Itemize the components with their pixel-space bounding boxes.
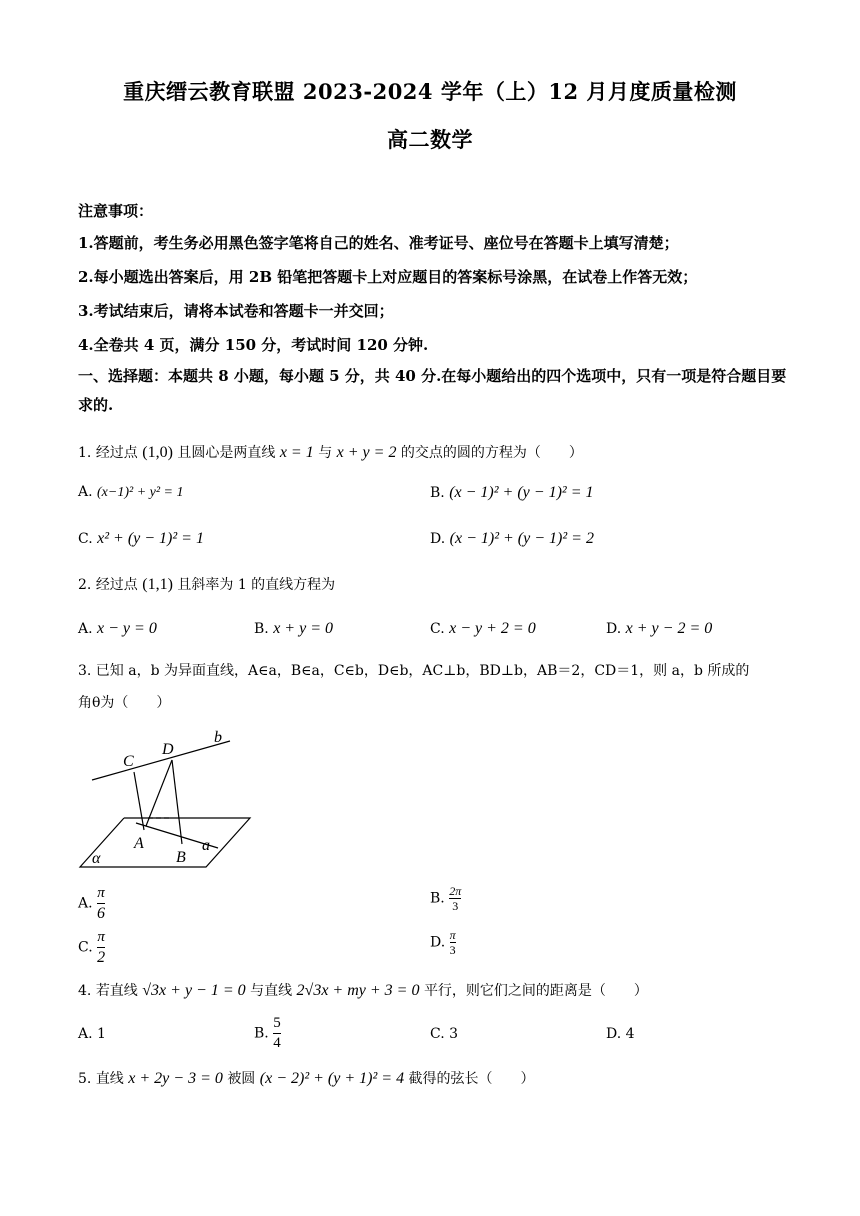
label-alpha: α	[92, 850, 101, 867]
exam-title: 重庆缙云教育联盟 2023-2024 学年（上）12 月月度质量检测	[123, 79, 737, 104]
q1-option-d[interactable]: D. (x − 1)² + (y − 1)² = 2	[430, 530, 594, 547]
q3-option-a[interactable]: A. $\frac{\pi}{6}$	[78, 885, 106, 922]
q4-option-d[interactable]: D. 4	[606, 1026, 635, 1042]
q4-option-a[interactable]: A. 1	[78, 1026, 106, 1042]
q2-option-b[interactable]: B. x + y = 0	[254, 620, 333, 637]
label-line-a: a	[202, 837, 210, 854]
q1-option-a[interactable]: A. (x−1)² + y² = 1	[78, 484, 184, 500]
notice-heading: 注意事项：	[78, 202, 154, 220]
label-d: D	[162, 741, 174, 758]
question-4: 4. 若直线 √3x + y − 1 = 0 与直线 2√3x + my + 3 = 0 平行，则它们之间的距离是（ ）	[78, 982, 648, 999]
q3-option-c[interactable]: C. $\frac{\pi}{2}$	[78, 929, 106, 966]
segment-ac	[134, 772, 144, 830]
notice-item-3: 3.考试结束后，请将本试卷和答题卡一并交回；	[78, 302, 394, 320]
label-a-point: A	[134, 835, 144, 852]
question-2: 2. 经过点 (1,1) 且斜率为 1 的直线方程为	[78, 576, 336, 593]
q4-option-b[interactable]: B. $\frac{5}{4}$	[254, 1015, 281, 1051]
label-b-point: B	[176, 849, 186, 866]
q1-option-b[interactable]: B. (x − 1)² + (y − 1)² = 1	[430, 484, 594, 501]
segment-bd	[172, 760, 182, 844]
skew-lines-figure	[78, 726, 258, 871]
q2-option-c[interactable]: C. x − y + 2 = 0	[430, 620, 536, 637]
q4-option-c[interactable]: C. 3	[430, 1026, 459, 1042]
question-3-line-1: 3. 已知 a，b 为异面直线，A∈a，B∈a，C∈b，D∈b，AC⊥b，BD⊥b，AB＝2，CD＝1，则 a，b 所成的	[78, 663, 750, 679]
question-1: 1. 经过点 (1,0) 且圆心是两直线 x = 1 与 x + y = 2 的交点的圆的方程为（ ）	[78, 444, 583, 461]
q3-option-b[interactable]: B. $\frac{2\pi}{3}$	[430, 884, 462, 913]
segment-d-to-plane	[146, 760, 172, 826]
q3-option-d[interactable]: D. $\frac{\pi}{3}$	[430, 928, 456, 957]
notice-item-4: 4.全卷共 4 页，满分 150 分，考试时间 120 分钟.	[78, 336, 429, 354]
label-b: b	[214, 729, 222, 746]
section-heading: 一、选择题：本题共 8 小题，每小题 5 分，共 40 分.在每小题给出的四个选项中，只有一项是符合题目要求的.	[78, 367, 787, 414]
q2-option-d[interactable]: D. x + y − 2 = 0	[606, 620, 713, 637]
question-3-line-2: 角θ为（ ）	[78, 695, 171, 711]
notice-item-2: 2.每小题选出答案后，用 2B 铅笔把答题卡上对应题目的答案标号涂黑，在试卷上作答无效；	[78, 268, 698, 286]
label-c: C	[123, 753, 134, 770]
q1-option-c[interactable]: C. x² + (y − 1)² = 1	[78, 530, 204, 547]
exam-subject: 高二数学	[387, 127, 473, 152]
line-b	[92, 741, 230, 780]
plane-alpha	[80, 818, 250, 867]
question-5: 5. 直线 x + 2y − 3 = 0 被圆 (x − 2)² + (y + 1)² = 4 截得的弦长（ ）	[78, 1070, 535, 1087]
notice-item-1: 1.答题前，考生务必用黑色签字笔将自己的姓名、准考证号、座位号在答题卡上填写清楚；	[78, 234, 679, 252]
q2-option-a[interactable]: A. x − y = 0	[78, 620, 157, 637]
